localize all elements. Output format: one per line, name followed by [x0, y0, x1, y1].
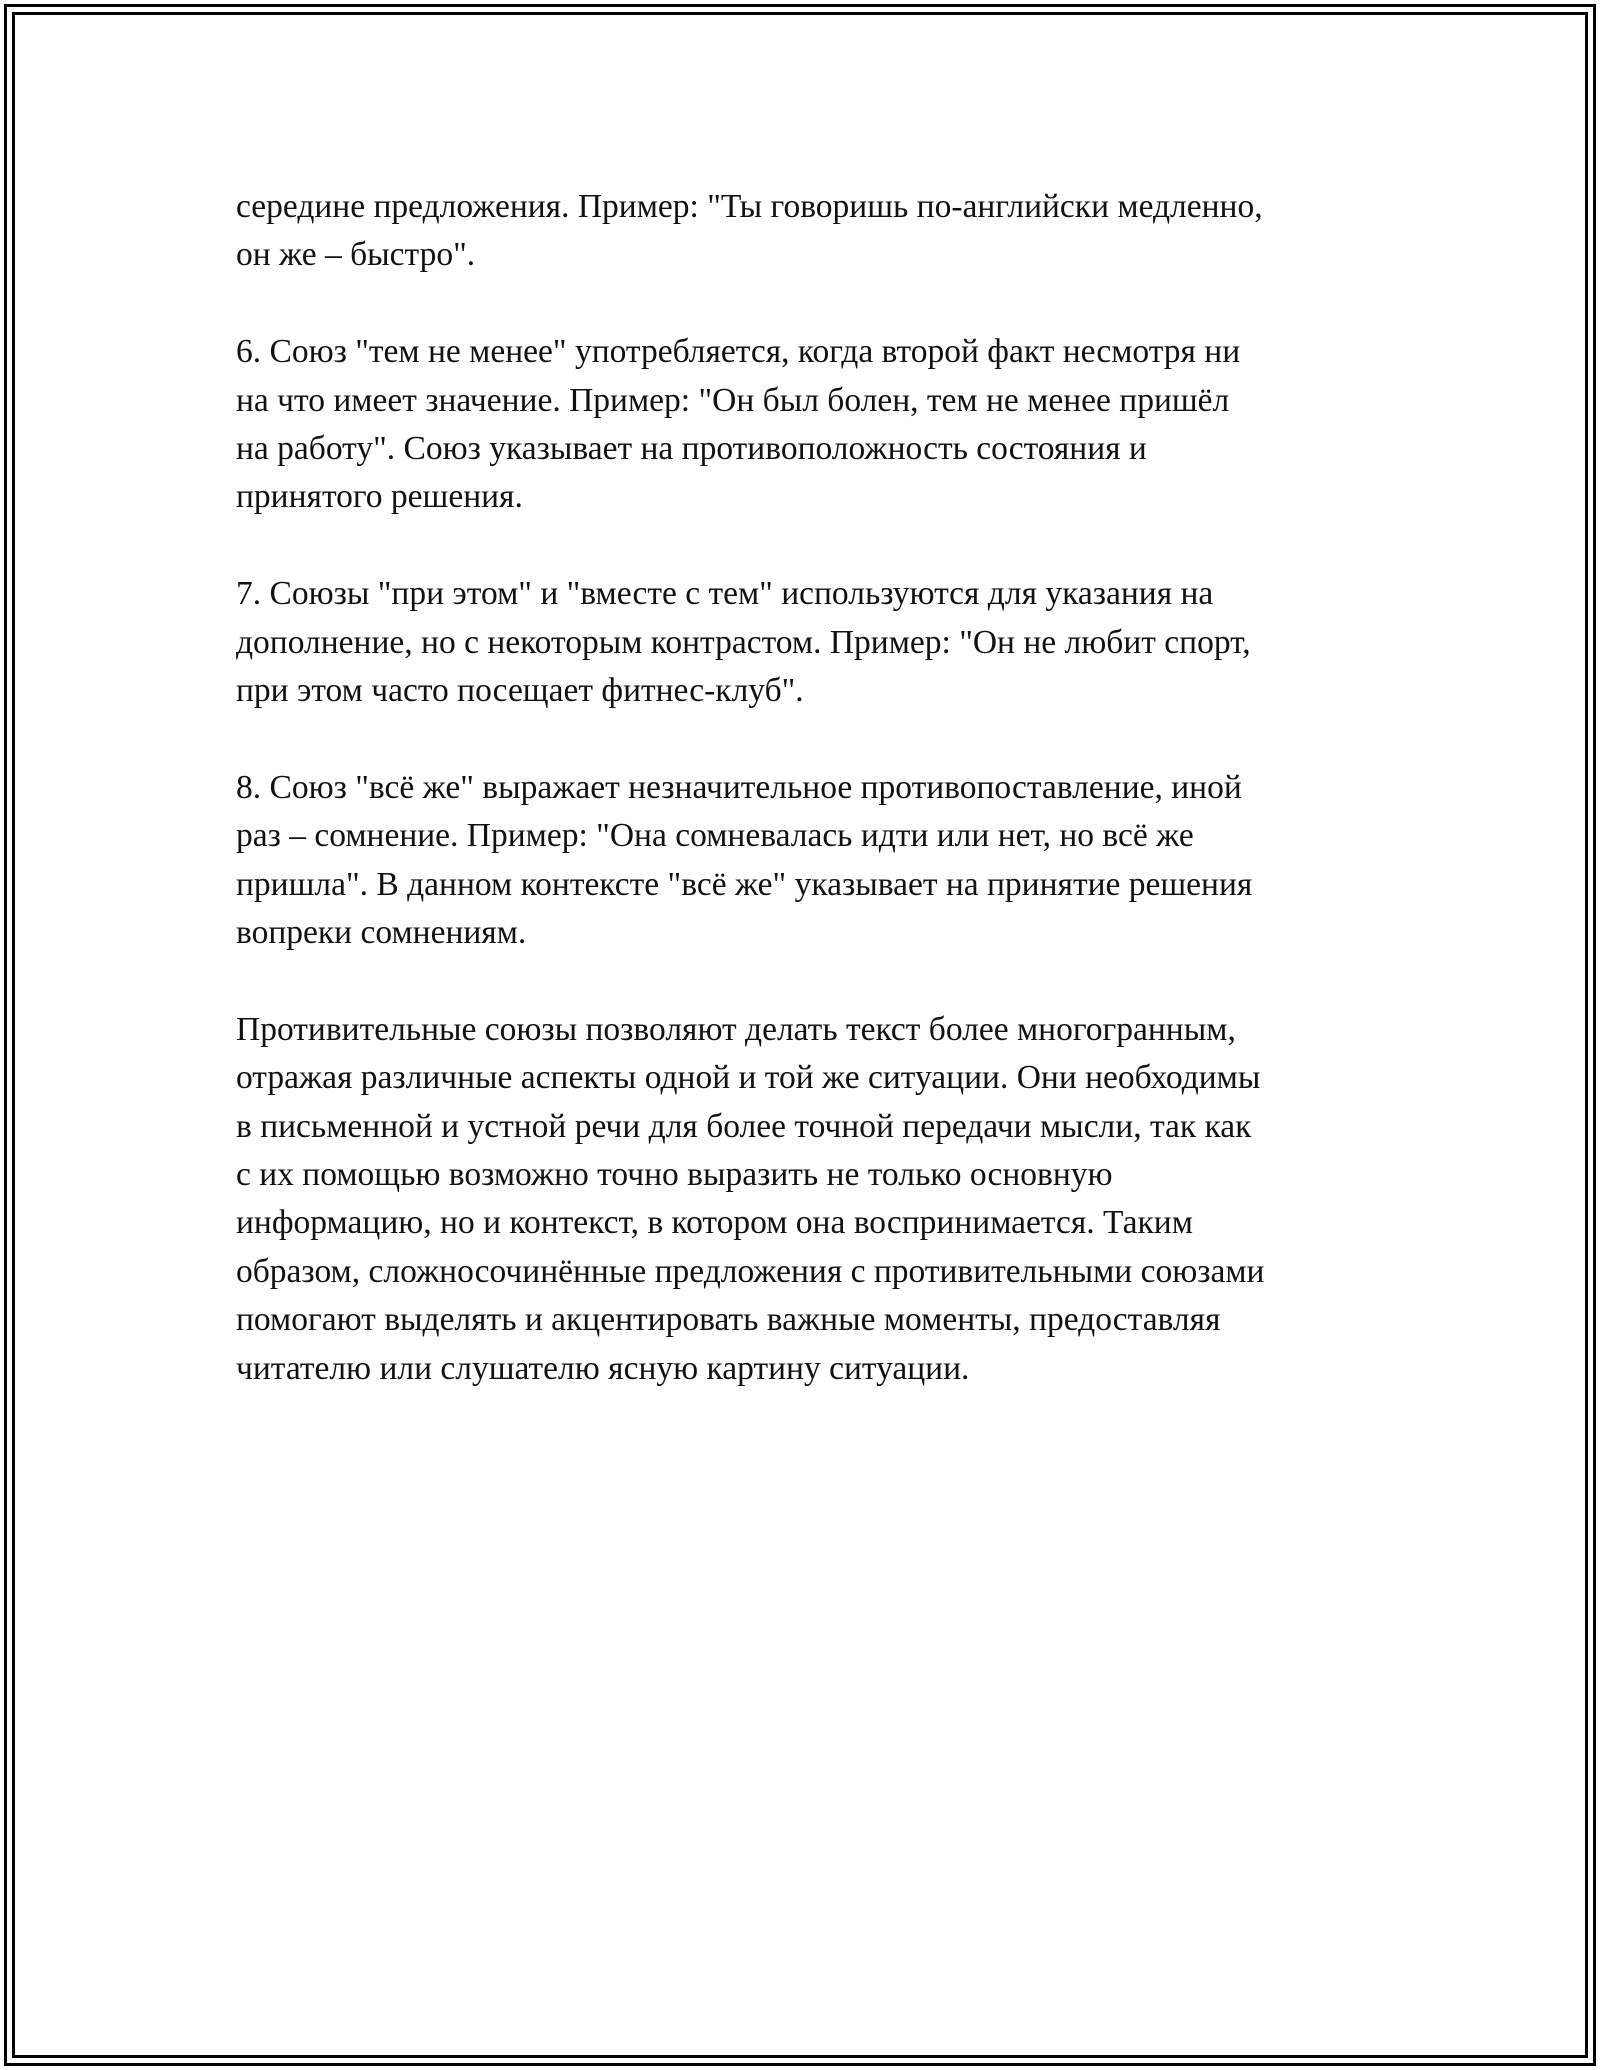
paragraph-continuation: середине предложения. Пример: "Ты говоришь по-английски медленно, он же – быстро".: [236, 188, 1263, 274]
paragraph-item-6: 6. Союз "тем не менее" употребляется, когда второй факт несмотря ни на что имеет значение. Пример: "Он был болен, тем не менее пришёл на работу". Союз указывает на противоположность состояния и принятого решения.: [236, 333, 1241, 516]
document-body: [236, 183, 1376, 1393]
paragraph-item-8: 8. Союз "всё же" выражает незначительное противопоставление, иной раз – сомнение. Пример: "Она сомневалась идти или нет, но всё же пришла". В данном контексте "всё же" указывает на принятие решения вопреки сомнениям.: [236, 768, 1253, 952]
paragraph-item-7: 7. Союзы "при этом" и "вместе с тем" используются для указания на дополнение, но с некоторым контрастом. Пример: "Он не любит спорт, при этом часто посещает фитнес-клуб".: [236, 575, 1251, 710]
paragraph-conclusion: Противительные союзы позволяют делать текст более многогранным, отражая различные аспекты одной и той же ситуации. Они необходимы в письменной и устной речи для более точной передачи мысли, так как с их помощью возможно точно выразить не только основную информацию, но и контекст, в котором она воспринимается. Таким образом, сложносочинённые предложения с противительными союзами помогают выделять и акцентировать важные моменты, предоставляя читателю или слушателю ясную картину ситуации.: [236, 1010, 1265, 1387]
